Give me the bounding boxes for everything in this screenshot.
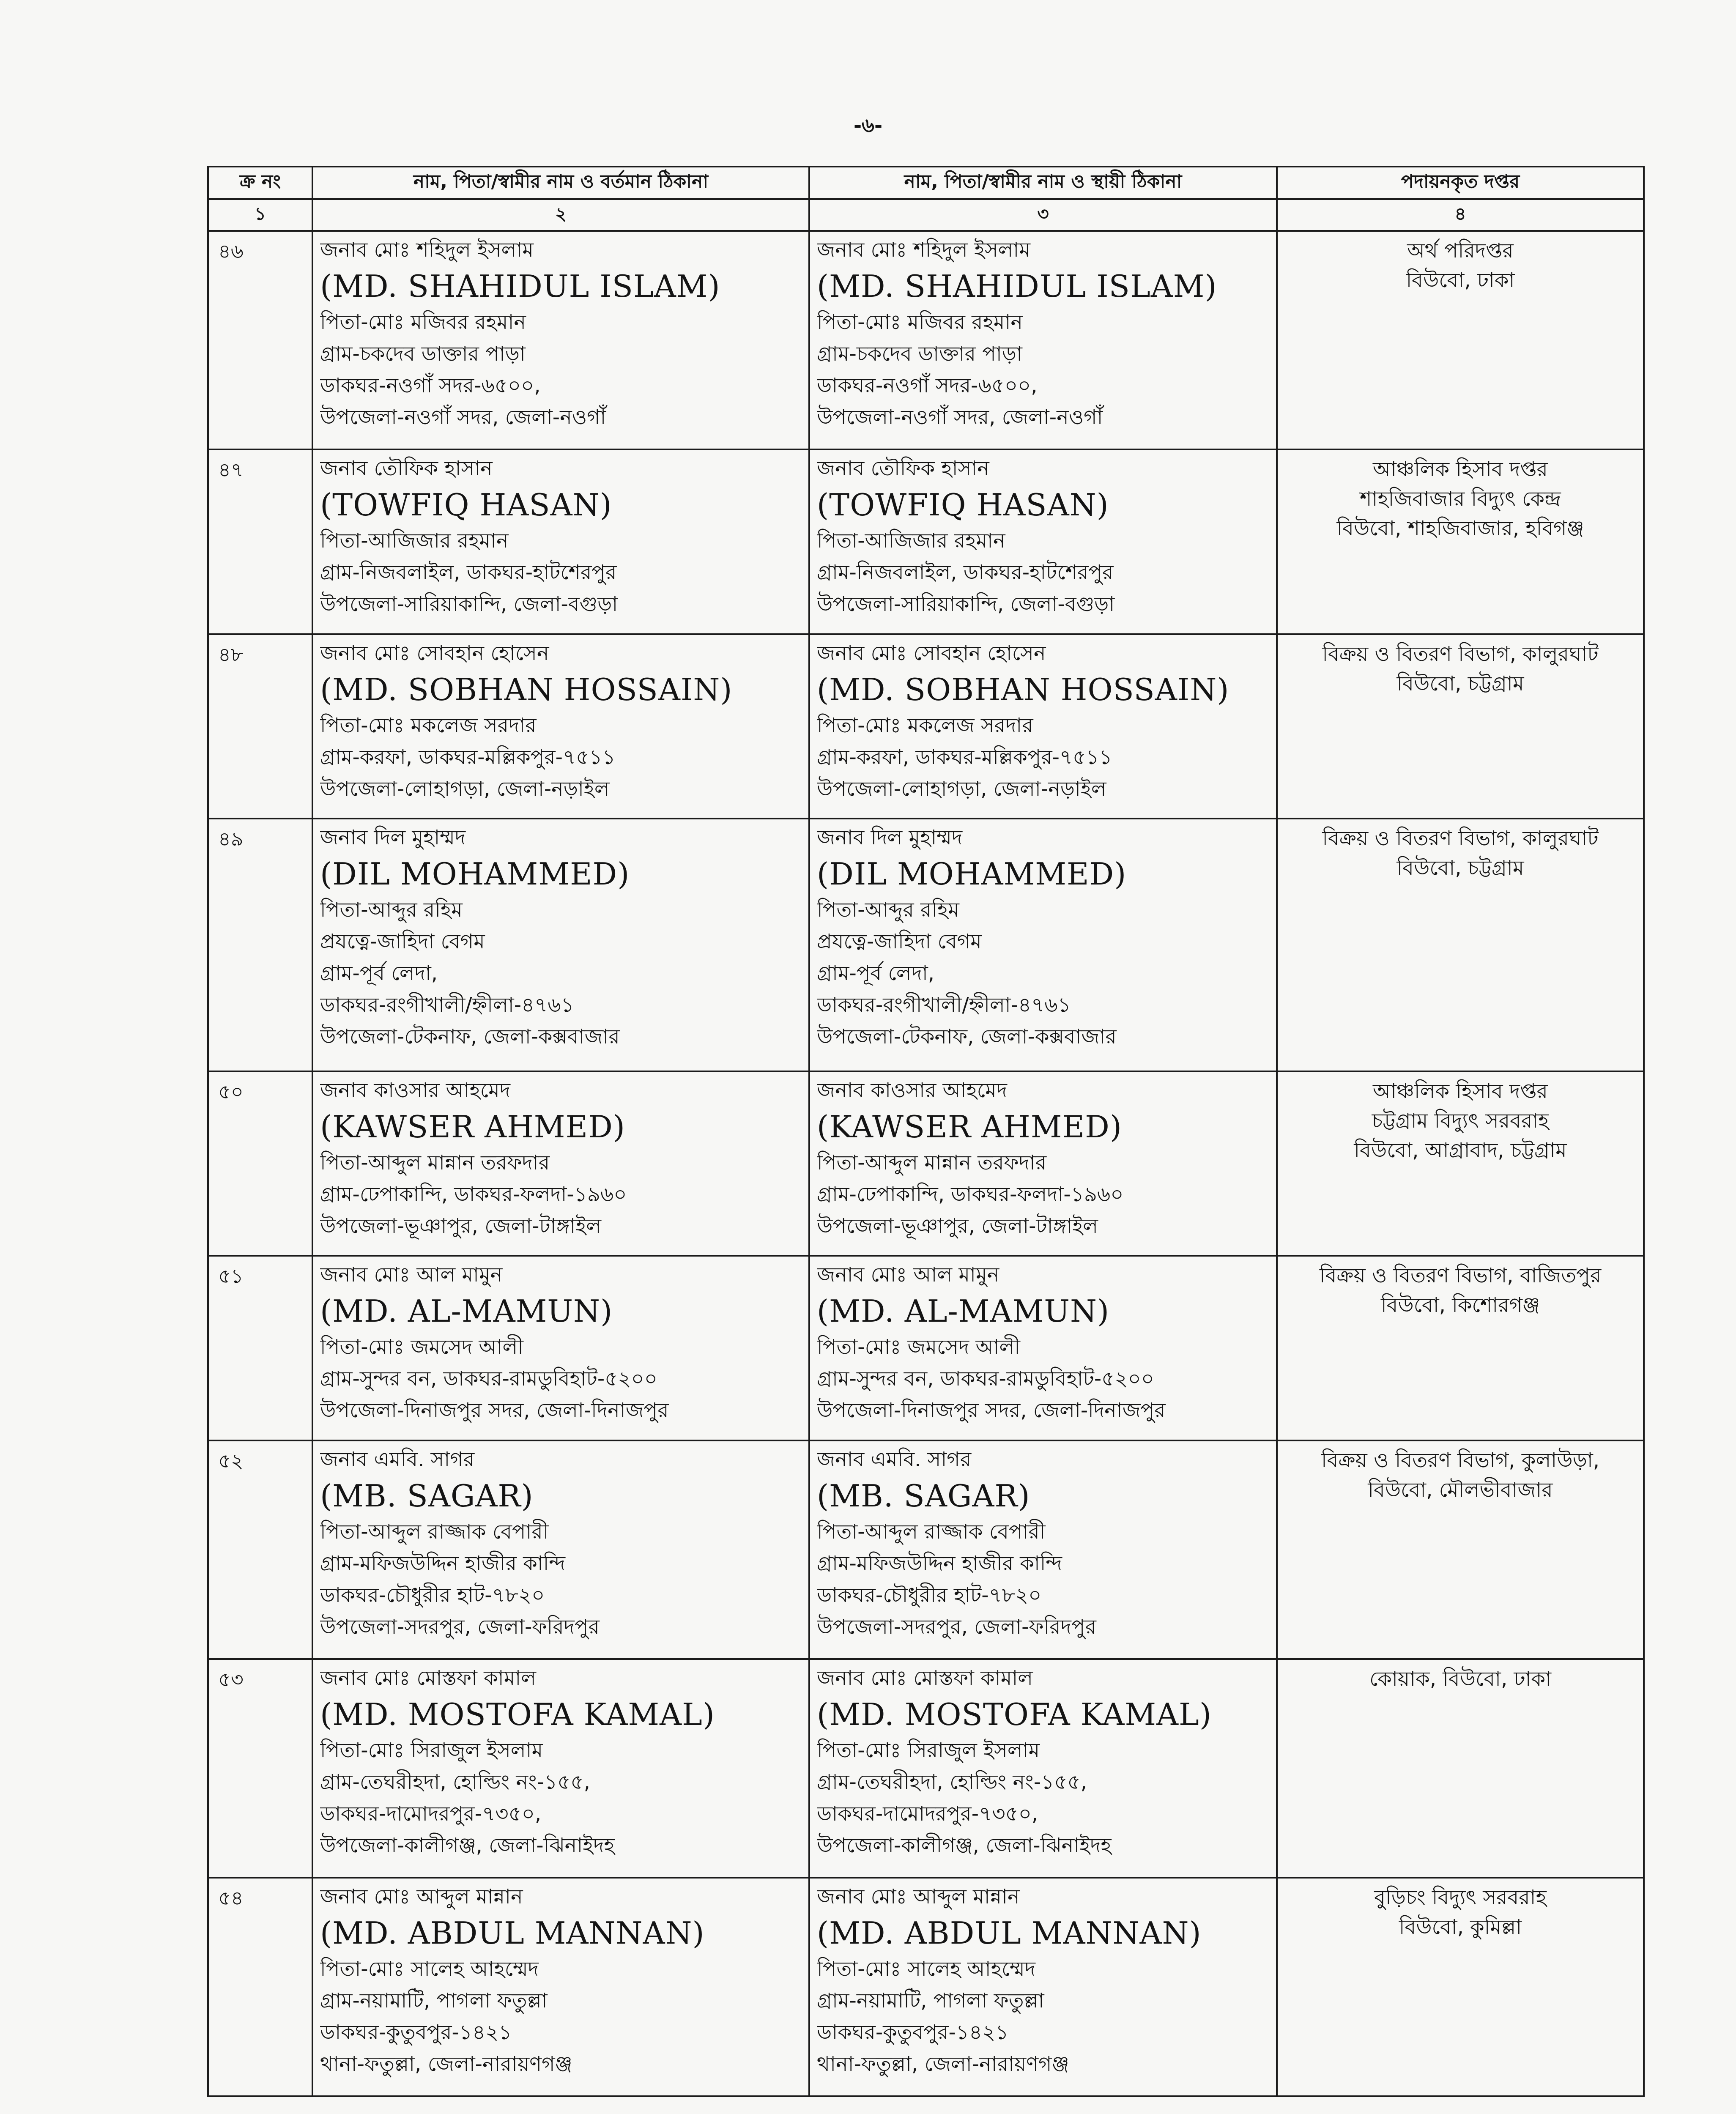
office-line: আঞ্চলিক হিসাব দপ্তর bbox=[1373, 457, 1548, 482]
office-line: বিক্রয় ও বিতরণ বিভাগ, কুলাউড়া, bbox=[1321, 1448, 1600, 1472]
posted-office-cell bbox=[1277, 1878, 1644, 2096]
permanent-address-cell bbox=[809, 1256, 1277, 1440]
address-line: জনাব দিল মুহাম্মদ bbox=[817, 826, 963, 850]
address-line: গ্রাম-চকদেব ডাক্তার পাড়া bbox=[817, 342, 1022, 366]
address-line: ডাকঘর-দামোদরপুর-৭৩৫০, bbox=[320, 1802, 542, 1826]
address-line: উপজেলা-সদরপুর, জেলা-ফরিদপুর bbox=[817, 1615, 1096, 1639]
serial-number: ৪৮ bbox=[208, 634, 312, 819]
address-line: গ্রাম-নয়ামাটি, পাগলা ফতুল্লা bbox=[320, 1988, 548, 2013]
address-line: থানা-ফতুল্লা, জেলা-নারায়ণগঞ্জ bbox=[817, 2052, 1069, 2076]
column-number: ৪ bbox=[1277, 199, 1644, 231]
english-name: (MD. SOBHAN HOSSAIN) bbox=[320, 671, 733, 707]
address-line: উপজেলা-ভূঞাপুর, জেলা-টাঙ্গাইল bbox=[817, 1214, 1098, 1238]
serial-number: ৫০ bbox=[208, 1071, 312, 1256]
office-line: বিক্রয় ও বিতরণ বিভাগ, বাজিতপুর bbox=[1319, 1264, 1602, 1288]
address-line: ডাকঘর-কুতুবপুর-১৪২১ bbox=[817, 2020, 1009, 2044]
address-line: ডাকঘর-দামোদরপুর-৭৩৫০, bbox=[817, 1802, 1038, 1826]
address-line: পিতা-আজিজার রহমান bbox=[817, 529, 1005, 553]
english-name: (MD. ABDUL MANNAN) bbox=[320, 1915, 705, 1951]
column-number-row bbox=[208, 199, 1644, 231]
posted-office-cell bbox=[1277, 819, 1644, 1071]
permanent-address-cell bbox=[809, 449, 1277, 634]
address-line: পিতা-আব্দুল মান্নান তরফদার bbox=[320, 1150, 550, 1175]
address-line: উপজেলা-সারিয়াকান্দি, জেলা-বগুড়া bbox=[320, 592, 618, 616]
posted-office-cell bbox=[1277, 634, 1644, 819]
permanent-address-cell bbox=[809, 1440, 1277, 1659]
address-line: জনাব মোঃ আল মামুন bbox=[817, 1263, 999, 1287]
address-line: উপজেলা-লোহাগড়া, জেলা-নড়াইল bbox=[817, 777, 1106, 801]
address-line: গ্রাম-মফিজউদ্দিন হাজীর কান্দি bbox=[320, 1551, 566, 1575]
table-row bbox=[208, 231, 1644, 449]
posted-office-cell bbox=[1277, 231, 1644, 449]
english-name: (MD. AL-MAMUN) bbox=[817, 1293, 1110, 1329]
address-line: গ্রাম-তেঘরীহদা, হোল্ডিং নং-১৫৫, bbox=[817, 1770, 1087, 1794]
column-number: ২ bbox=[312, 199, 809, 231]
present-address-cell bbox=[312, 1071, 809, 1256]
english-name: (MD. MOSTOFA KAMAL) bbox=[817, 1696, 1212, 1732]
english-name: (DIL MOHAMMED) bbox=[817, 856, 1127, 892]
address-line: উপজেলা-নওগাঁ সদর, জেলা-নওগাঁ bbox=[320, 405, 606, 429]
table-row bbox=[208, 819, 1644, 1071]
address-line: পিতা-মোঃ সালেহ আহম্মেদ bbox=[817, 1957, 1035, 1981]
office-line: আঞ্চলিক হিসাব দপ্তর bbox=[1373, 1079, 1548, 1103]
address-line: জনাব কাওসার আহমেদ bbox=[320, 1078, 510, 1102]
english-name: (KAWSER AHMED) bbox=[320, 1109, 625, 1145]
table-row bbox=[208, 1440, 1644, 1659]
address-line: পিতা-মোঃ মকলেজ সরদার bbox=[320, 713, 537, 737]
english-name: (TOWFIQ HASAN) bbox=[817, 487, 1109, 523]
office-line: বিউবো, ঢাকা bbox=[1406, 268, 1515, 292]
address-line: গ্রাম-করফা, ডাকঘর-মল্লিকপুর-৭৫১১ bbox=[320, 745, 616, 769]
address-line: উপজেলা-টেকনাফ, জেলা-কক্সবাজার bbox=[817, 1025, 1117, 1049]
address-line: ডাকঘর-নওগাঁ সদর-৬৫০০, bbox=[320, 374, 541, 397]
english-name: (MD. AL-MAMUN) bbox=[320, 1293, 613, 1329]
permanent-address-cell bbox=[809, 1071, 1277, 1256]
address-line: পিতা-মোঃ মকলেজ সরদার bbox=[817, 713, 1033, 737]
permanent-address-cell bbox=[809, 1878, 1277, 2096]
present-address-cell bbox=[312, 1659, 809, 1878]
table-row bbox=[208, 634, 1644, 819]
table-row bbox=[208, 1256, 1644, 1440]
address-line: উপজেলা-ভূঞাপুর, জেলা-টাঙ্গাইল bbox=[320, 1214, 602, 1238]
address-line: উপজেলা-লোহাগড়া, জেলা-নড়াইল bbox=[320, 777, 610, 801]
address-line: পিতা-মোঃ সিরাজুল ইসলাম bbox=[320, 1738, 543, 1762]
office-line: বিউবো, মৌলভীবাজার bbox=[1368, 1478, 1553, 1502]
address-line: গ্রাম-মফিজউদ্দিন হাজীর কান্দি bbox=[817, 1551, 1062, 1575]
address-line: পিতা-আব্দুল রাজ্জাক বেপারী bbox=[817, 1520, 1046, 1544]
present-address-cell bbox=[312, 634, 809, 819]
english-name: (DIL MOHAMMED) bbox=[320, 856, 630, 892]
address-line: জনাব মোঃ শহিদুল ইসলাম bbox=[320, 238, 534, 262]
address-line: পিতা-মোঃ জমসেদ আলী bbox=[817, 1335, 1021, 1359]
posted-office-cell bbox=[1277, 1071, 1644, 1256]
table-row bbox=[208, 1659, 1644, 1878]
english-name: (MD. SHAHIDUL ISLAM) bbox=[320, 268, 720, 304]
address-line: পিতা-আব্দুর রহিম bbox=[817, 898, 959, 922]
address-line: প্রযত্নে-জাহিদা বেগম bbox=[817, 930, 982, 954]
address-line: জনাব মোঃ শহিদুল ইসলাম bbox=[817, 238, 1030, 262]
serial-number: ৫৩ bbox=[208, 1659, 312, 1878]
table-row bbox=[208, 1878, 1644, 2096]
address-line: উপজেলা-নওগাঁ সদর, জেলা-নওগাঁ bbox=[817, 405, 1103, 429]
address-line: পিতা-মোঃ সিরাজুল ইসলাম bbox=[817, 1738, 1040, 1762]
address-line: পিতা-মোঃ মজিবর রহমান bbox=[817, 310, 1023, 334]
posted-office-cell bbox=[1277, 1440, 1644, 1659]
address-line: জনাব মোঃ সোবহান হোসেন bbox=[320, 641, 549, 665]
posted-office-cell bbox=[1277, 449, 1644, 634]
header-serial: ক্র নং bbox=[208, 167, 312, 199]
english-name: (MD. SHAHIDUL ISLAM) bbox=[817, 268, 1217, 304]
serial-number: ৫১ bbox=[208, 1256, 312, 1440]
table-row bbox=[208, 1071, 1644, 1256]
table-body bbox=[208, 231, 1644, 2096]
address-line: গ্রাম-সুন্দর বন, ডাকঘর-রামডুবিহাট-৫২০০ bbox=[817, 1367, 1154, 1391]
address-line: গ্রাম-তেঘরীহদা, হোল্ডিং নং-১৫৫, bbox=[320, 1770, 590, 1794]
office-line: বিউবো, চট্টগ্রাম bbox=[1396, 856, 1524, 880]
office-line: অর্থ পরিদপ্তর bbox=[1407, 239, 1514, 263]
column-number: ১ bbox=[208, 199, 312, 231]
office-line: বিউবো, কুমিল্লা bbox=[1399, 1915, 1522, 1939]
serial-number: ৫৪ bbox=[208, 1878, 312, 2096]
address-line: জনাব তৌফিক হাসান bbox=[817, 457, 989, 481]
address-line: উপজেলা-দিনাজপুর সদর, জেলা-দিনাজপুর bbox=[817, 1399, 1166, 1423]
address-line: জনাব কাওসার আহমেদ bbox=[817, 1078, 1007, 1102]
address-line: গ্রাম-নয়ামাটি, পাগলা ফতুল্লা bbox=[817, 1988, 1044, 2013]
office-line: কোয়াক, বিউবো, ঢাকা bbox=[1369, 1667, 1552, 1691]
present-address-cell bbox=[312, 819, 809, 1071]
english-name: (MD. SOBHAN HOSSAIN) bbox=[817, 671, 1229, 707]
office-line: শাহজিবাজার বিদ্যুৎ কেন্দ্র bbox=[1360, 487, 1561, 511]
english-name: (MB. SAGAR) bbox=[817, 1478, 1030, 1514]
address-line: পিতা-আজিজার রহমান bbox=[320, 529, 509, 553]
present-address-cell bbox=[312, 1256, 809, 1440]
address-line: গ্রাম-করফা, ডাকঘর-মল্লিকপুর-৭৫১১ bbox=[817, 745, 1112, 769]
serial-number: ৪৭ bbox=[208, 449, 312, 634]
office-line: বিউবো, আগ্রাবাদ, চট্টগ্রাম bbox=[1354, 1138, 1567, 1162]
page-number: -৬- bbox=[853, 114, 883, 137]
address-line: জনাব এমবি. সাগর bbox=[320, 1447, 475, 1471]
column-number: ৩ bbox=[809, 199, 1277, 231]
address-line: পিতা-মোঃ সালেহ আহম্মেদ bbox=[320, 1957, 539, 1981]
present-address-cell bbox=[312, 1878, 809, 2096]
address-line: গ্রাম-পূর্ব লেদা, bbox=[817, 961, 935, 986]
present-address-cell bbox=[312, 1440, 809, 1659]
address-line: গ্রাম-নিজবলাইল, ডাকঘর-হাটশেরপুর bbox=[817, 561, 1114, 585]
permanent-address-cell bbox=[809, 634, 1277, 819]
address-line: জনাব মোঃ আব্দুল মান্নান bbox=[320, 1884, 523, 1909]
serial-number: ৪৯ bbox=[208, 819, 312, 1071]
address-line: উপজেলা-দিনাজপুর সদর, জেলা-দিনাজপুর bbox=[320, 1399, 669, 1423]
office-line: বুড়িচং বিদ্যুৎ সরবরাহ bbox=[1374, 1885, 1547, 1909]
english-name: (TOWFIQ HASAN) bbox=[320, 487, 612, 523]
posted-office-cell bbox=[1277, 1256, 1644, 1440]
address-line: গ্রাম-চকদেব ডাক্তার পাড়া bbox=[320, 342, 526, 366]
address-line: পিতা-আব্দুল মান্নান তরফদার bbox=[817, 1150, 1047, 1175]
address-line: ডাকঘর-নওগাঁ সদর-৬৫০০, bbox=[817, 374, 1038, 397]
address-line: উপজেলা-সদরপুর, জেলা-ফরিদপুর bbox=[320, 1615, 600, 1639]
permanent-address-cell bbox=[809, 231, 1277, 449]
address-line: জনাব মোঃ আব্দুল মান্নান bbox=[817, 1884, 1020, 1909]
address-line: গ্রাম-সুন্দর বন, ডাকঘর-রামডুবিহাট-৫২০০ bbox=[320, 1367, 657, 1391]
address-line: পিতা-মোঃ মজিবর রহমান bbox=[320, 310, 526, 334]
posted-office-cell bbox=[1277, 1659, 1644, 1878]
english-name: (MB. SAGAR) bbox=[320, 1478, 534, 1514]
address-line: ডাকঘর-চৌধুরীর হাট-৭৮২০ bbox=[817, 1583, 1042, 1607]
address-line: পিতা-আব্দুল রাজ্জাক বেপারী bbox=[320, 1520, 549, 1544]
address-line: প্রযত্নে-জাহিদা বেগম bbox=[320, 930, 485, 954]
address-line: উপজেলা-সারিয়াকান্দি, জেলা-বগুড়া bbox=[817, 592, 1115, 616]
address-line: জনাব তৌফিক হাসান bbox=[320, 457, 493, 481]
permanent-address-cell bbox=[809, 819, 1277, 1071]
address-line: ডাকঘর-রংগীখালী/হ্নীলা-৪৭৬১ bbox=[817, 993, 1071, 1017]
address-line: জনাব মোঃ সোবহান হোসেন bbox=[817, 641, 1046, 665]
english-name: (KAWSER AHMED) bbox=[817, 1109, 1122, 1145]
table-header-row bbox=[208, 167, 1644, 199]
serial-number: ৫২ bbox=[208, 1440, 312, 1659]
address-line: পিতা-আব্দুর রহিম bbox=[320, 898, 463, 922]
address-line: উপজেলা-কালীগঞ্জ, জেলা-ঝিনাইদহ bbox=[320, 1833, 615, 1857]
english-name: (MD. MOSTOFA KAMAL) bbox=[320, 1696, 715, 1732]
address-line: উপজেলা-টেকনাফ, জেলা-কক্সবাজার bbox=[320, 1025, 620, 1049]
header-permanent-address: নাম, পিতা/স্বামীর নাম ও স্থায়ী ঠিকানা bbox=[809, 167, 1277, 199]
table-row bbox=[208, 449, 1644, 634]
address-line: ডাকঘর-চৌধুরীর হাট-৭৮২০ bbox=[320, 1583, 545, 1607]
address-line: গ্রাম-ঢেপাকান্দি, ডাকঘর-ফলদা-১৯৬০ bbox=[817, 1182, 1124, 1206]
address-line: গ্রাম-নিজবলাইল, ডাকঘর-হাটশেরপুর bbox=[320, 561, 617, 585]
present-address-cell bbox=[312, 231, 809, 449]
address-line: ডাকঘর-রংগীখালী/হ্নীলা-৪৭৬১ bbox=[320, 993, 574, 1017]
posting-table bbox=[207, 166, 1645, 2097]
serial-number: ৪৬ bbox=[208, 231, 312, 449]
permanent-address-cell bbox=[809, 1659, 1277, 1878]
office-line: বিউবো, শাহজিবাজার, হবিগঞ্জ bbox=[1336, 517, 1584, 541]
office-line: বিউবো, চট্টগ্রাম bbox=[1396, 671, 1524, 696]
address-line: থানা-ফতুল্লা, জেলা-নারায়ণগঞ্জ bbox=[320, 2052, 572, 2076]
address-line: পিতা-মোঃ জমসেদ আলী bbox=[320, 1335, 524, 1359]
address-line: জনাব মোঃ মোস্তফা কামাল bbox=[817, 1666, 1033, 1690]
address-line: ডাকঘর-কুতুবপুর-১৪২১ bbox=[320, 2020, 512, 2044]
english-name: (MD. ABDUL MANNAN) bbox=[817, 1915, 1202, 1951]
address-line: জনাব দিল মুহাম্মদ bbox=[320, 826, 466, 850]
header-present-address: নাম, পিতা/স্বামীর নাম ও বর্তমান ঠিকানা bbox=[312, 167, 809, 199]
office-line: বিউবো, কিশোরগঞ্জ bbox=[1380, 1293, 1540, 1317]
present-address-cell bbox=[312, 449, 809, 634]
address-line: জনাব এমবি. সাগর bbox=[817, 1447, 972, 1471]
address-line: জনাব মোঃ মোস্তফা কামাল bbox=[320, 1666, 537, 1690]
office-line: বিক্রয় ও বিতরণ বিভাগ, কালুরঘাট bbox=[1322, 642, 1599, 666]
office-line: চট্টগ্রাম বিদ্যুৎ সরবরাহ bbox=[1372, 1109, 1549, 1133]
address-line: গ্রাম-ঢেপাকান্দি, ডাকঘর-ফলদা-১৯৬০ bbox=[320, 1182, 627, 1206]
address-line: গ্রাম-পূর্ব লেদা, bbox=[320, 961, 438, 986]
header-posted-office: পদায়নকৃত দপ্তর bbox=[1277, 167, 1644, 199]
office-line: বিক্রয় ও বিতরণ বিভাগ, কালুরঘাট bbox=[1322, 827, 1599, 851]
address-line: উপজেলা-কালীগঞ্জ, জেলা-ঝিনাইদহ bbox=[817, 1833, 1112, 1857]
address-line: জনাব মোঃ আল মামুন bbox=[320, 1263, 503, 1287]
